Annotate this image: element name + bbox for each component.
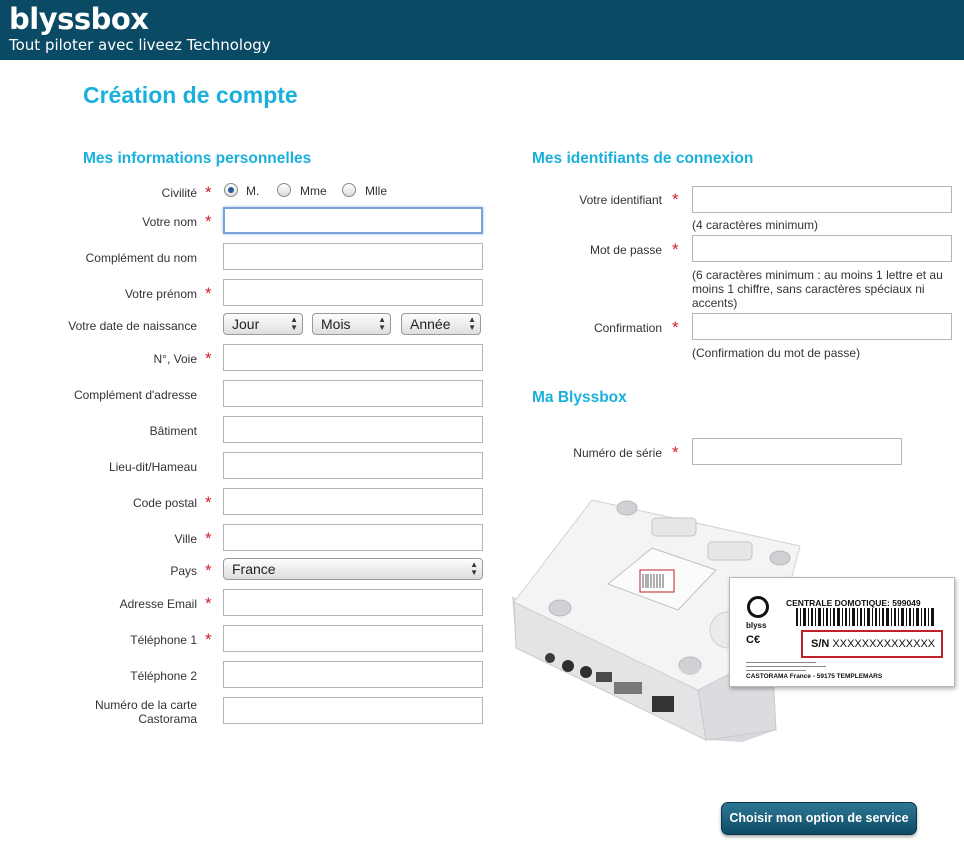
street-label: N°, Voie	[153, 352, 197, 366]
firstname-input[interactable]	[223, 279, 483, 306]
locality-input[interactable]	[223, 452, 483, 479]
device-footer-text: CASTORAMA France - 59175 TEMPLEMARS	[746, 673, 883, 680]
login-title: Mes identifiants de connexion	[532, 150, 754, 167]
confirm-password-input[interactable]	[692, 313, 952, 340]
card-number-label	[95, 698, 197, 726]
username-hint: (4 caractères minimum)	[692, 218, 819, 232]
password-hint-line3: accents)	[692, 296, 738, 310]
required-mark: *	[205, 630, 212, 649]
serial-label: Numéro de série	[573, 446, 662, 460]
device-product-code: 599049	[892, 598, 921, 608]
sn-highlight-box	[801, 630, 943, 658]
email-input[interactable]	[223, 589, 483, 616]
civility-label: Civilité	[161, 186, 197, 200]
firstname-label: Votre prénom	[124, 287, 197, 301]
device-product	[786, 598, 921, 608]
card-number-input[interactable]	[223, 697, 483, 724]
fine-print-line	[746, 666, 826, 667]
radio-miss[interactable]	[342, 183, 356, 197]
password-hint-line2: moins 1 chiffre, sans caractères spéciaux ni	[692, 282, 925, 296]
updown-arrows-icon: ▲ ▼	[468, 315, 476, 332]
postal-code-label: Code postal	[132, 496, 197, 510]
radio-miss-label: Mlle	[365, 184, 388, 198]
required-mark: *	[672, 443, 679, 462]
required-mark: *	[205, 493, 212, 512]
required-mark: *	[672, 240, 679, 259]
city-label: Ville	[174, 532, 197, 546]
radio-mrs-label: Mme	[300, 184, 327, 198]
device-label-card	[729, 577, 955, 687]
radio-mr-label: M.	[246, 184, 260, 198]
password-hint	[692, 268, 962, 310]
building-label: Bâtiment	[149, 424, 197, 438]
card-label-line2: Castorama	[138, 712, 197, 726]
sn-prefix: S/N	[811, 638, 830, 650]
country-label: Pays	[170, 564, 197, 578]
required-mark: *	[205, 349, 212, 368]
street-input[interactable]	[223, 344, 483, 371]
phone2-input[interactable]	[223, 661, 483, 688]
postal-code-input[interactable]	[223, 488, 483, 515]
password-hint-line1: (6 caractères minimum : au moins 1 lettre et au	[692, 268, 943, 282]
confirm-label: Confirmation	[593, 321, 662, 335]
address-complement-label: Complément d'adresse	[73, 388, 197, 402]
phone1-label: Téléphone 1	[130, 633, 197, 647]
lastname-input[interactable]	[223, 207, 483, 234]
sn-value: XXXXXXXXXXXXXX	[832, 638, 936, 650]
lastname-label: Votre nom	[142, 215, 197, 229]
personal-info-title: Mes informations personnelles	[83, 150, 312, 167]
username-input[interactable]	[692, 186, 952, 213]
fine-print-line	[746, 670, 806, 671]
city-input[interactable]	[223, 524, 483, 551]
required-mark: *	[205, 284, 212, 303]
blyss-logo-icon	[747, 596, 769, 618]
locality-label: Lieu-dit/Hameau	[108, 460, 197, 474]
name-complement-label: Complément du nom	[85, 251, 197, 265]
required-mark: *	[672, 318, 679, 337]
required-mark: *	[205, 183, 212, 202]
required-mark: *	[205, 561, 212, 580]
card-label-line1: Numéro de la carte	[94, 698, 197, 712]
radio-mr[interactable]	[224, 183, 238, 197]
name-complement-input[interactable]	[223, 243, 483, 270]
password-label: Mot de passe	[589, 243, 662, 257]
birth-month-select[interactable]	[312, 313, 391, 335]
required-mark: *	[672, 190, 679, 209]
device-brand: blyss	[746, 621, 767, 630]
username-label: Votre identifiant	[579, 193, 662, 207]
ce-mark-icon: C€	[746, 634, 761, 646]
birth-month-value: Mois	[321, 316, 351, 332]
updown-arrows-icon: ▲ ▼	[470, 560, 478, 577]
birth-year-select[interactable]	[401, 313, 481, 335]
address-complement-input[interactable]	[223, 380, 483, 407]
required-mark: *	[205, 594, 212, 613]
serial-number-input[interactable]	[692, 438, 902, 465]
building-input[interactable]	[223, 416, 483, 443]
birth-day-select[interactable]	[223, 313, 303, 335]
page-title: Création de compte	[83, 82, 298, 108]
fine-print-line	[746, 662, 816, 663]
email-label: Adresse Email	[119, 597, 197, 611]
birth-day-value: Jour	[232, 316, 260, 332]
blyssbox-logo[interactable]: blyssbox	[9, 2, 149, 36]
phone1-input[interactable]	[223, 625, 483, 652]
header-tagline: Tout piloter avec liveez Technology	[9, 36, 271, 54]
updown-arrows-icon: ▲ ▼	[378, 315, 386, 332]
birthdate-label: Votre date de naissance	[68, 319, 197, 333]
blyssbox-title: Ma Blyssbox	[532, 389, 627, 406]
birth-year-value: Année	[410, 316, 451, 332]
device-product-name: CENTRALE DOMOTIQUE:	[786, 598, 890, 608]
password-input[interactable]	[692, 235, 952, 262]
country-value: France	[232, 561, 276, 577]
device-fine-print	[746, 660, 936, 674]
radio-mrs[interactable]	[277, 183, 291, 197]
phone2-label: Téléphone 2	[130, 669, 197, 683]
confirm-hint: (Confirmation du mot de passe)	[692, 346, 861, 360]
required-mark: *	[205, 529, 212, 548]
country-select[interactable]	[223, 558, 483, 580]
required-mark: *	[205, 212, 212, 231]
updown-arrows-icon: ▲ ▼	[290, 315, 298, 332]
header-bar	[0, 0, 964, 60]
device-barcode	[796, 608, 936, 628]
choose-service-option-button[interactable]: Choisir mon option de service	[721, 802, 917, 835]
